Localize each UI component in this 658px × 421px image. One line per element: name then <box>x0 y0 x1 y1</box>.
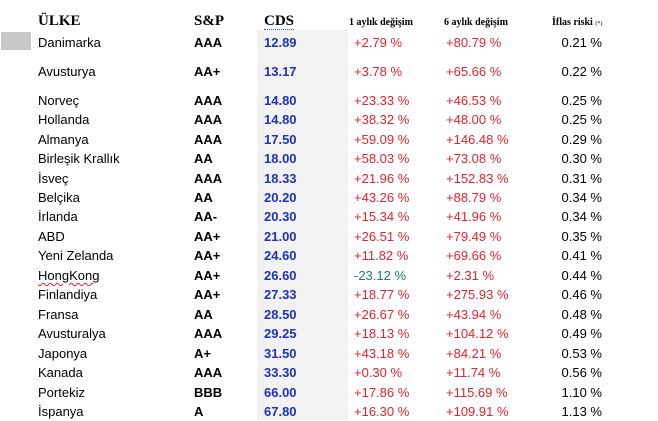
risk-cell: 0.31 % <box>561 171 602 186</box>
country-cell: Almanya <box>38 132 89 147</box>
cds-cell: 20.20 <box>264 190 297 205</box>
cds-cell: 67.80 <box>264 404 297 419</box>
change-1m-cell: +43.26 % <box>354 190 410 205</box>
cds-cell: 18.33 <box>264 171 297 186</box>
country-cell: Norveç <box>38 93 80 108</box>
change-6m-cell: +152.83 % <box>446 171 509 186</box>
cds-cell: 14.80 <box>264 112 297 127</box>
risk-cell: 1.13 % <box>561 404 602 419</box>
risk-cell: 0.48 % <box>561 307 602 322</box>
table-row <box>0 324 658 343</box>
country-cell: İspanya <box>38 404 84 419</box>
rating-cell: AA- <box>194 209 218 224</box>
change-6m-cell: +84.21 % <box>446 346 502 361</box>
cds-cell: 66.00 <box>264 385 297 400</box>
country-cell: HongKong <box>38 268 100 283</box>
change-1m-cell: +59.09 % <box>354 132 410 147</box>
country-cell: Finlandiya <box>38 287 98 302</box>
cds-cell: 31.50 <box>264 346 297 361</box>
table-row <box>0 305 658 324</box>
risk-cell: 0.34 % <box>561 209 602 224</box>
change-6m-cell: +43.94 % <box>446 307 502 322</box>
risk-cell: 0.21 % <box>561 35 602 50</box>
table-row <box>0 130 658 149</box>
change-1m-cell: +16.30 % <box>354 404 410 419</box>
rating-cell: AAA <box>194 93 223 108</box>
table-row <box>0 149 658 168</box>
country-cell: Portekiz <box>38 385 85 400</box>
header-risk-label: İflas riski <box>552 17 593 28</box>
rating-cell: AA+ <box>194 248 221 263</box>
change-1m-cell: +38.32 % <box>354 112 410 127</box>
table-row <box>0 33 658 52</box>
change-1m-cell: +0.30 % <box>354 365 403 380</box>
rating-cell: AAA <box>194 112 223 127</box>
change-1m-cell: +15.34 % <box>354 209 410 224</box>
change-1m-cell: -23.12 % <box>354 268 407 283</box>
country-cell: Japonya <box>38 346 88 361</box>
change-1m-cell: +18.13 % <box>354 326 410 341</box>
rating-cell: BBB <box>194 385 223 400</box>
country-cell: İrlanda <box>38 209 78 224</box>
change-6m-cell: +275.93 % <box>446 287 509 302</box>
rating-cell: AA+ <box>194 64 221 79</box>
risk-cell: 0.22 % <box>561 64 602 79</box>
change-6m-cell: +48.00 % <box>446 112 502 127</box>
header-cds <box>264 13 294 30</box>
risk-cell: 0.41 % <box>561 248 602 263</box>
table-row <box>0 207 658 226</box>
table-row <box>0 110 658 129</box>
table-row <box>0 402 658 421</box>
rating-cell: AA+ <box>194 268 221 283</box>
change-6m-cell: +104.12 % <box>446 326 509 341</box>
change-1m-cell: +58.03 % <box>354 151 410 166</box>
header-change-6m: 6 aylık değişim <box>444 17 508 28</box>
rating-cell: A+ <box>194 346 211 361</box>
cds-cell: 13.17 <box>264 64 297 79</box>
table-row <box>0 91 658 110</box>
change-1m-cell: +23.33 % <box>354 93 410 108</box>
change-1m-cell: +21.96 % <box>354 171 410 186</box>
change-6m-cell: +73.08 % <box>446 151 502 166</box>
cds-cell: 17.50 <box>264 132 297 147</box>
change-6m-cell: +109.91 % <box>446 404 509 419</box>
rating-cell: AA <box>194 307 213 322</box>
risk-cell: 0.56 % <box>561 365 602 380</box>
change-1m-cell: +26.51 % <box>354 229 410 244</box>
cds-cell: 21.00 <box>264 229 297 244</box>
country-cell: Fransa <box>38 307 79 322</box>
change-6m-cell: +65.66 % <box>446 64 502 79</box>
country-cell: Danimarka <box>38 35 101 50</box>
cds-cell: 12.89 <box>264 35 297 50</box>
cds-cell: 26.60 <box>264 268 297 283</box>
change-1m-cell: +26.67 % <box>354 307 410 322</box>
country-cell: Birleşik Krallık <box>38 151 120 166</box>
risk-cell: 0.34 % <box>561 190 602 205</box>
table-row <box>0 383 658 402</box>
country-cell: Belçika <box>38 190 80 205</box>
country-cell: Avusturalya <box>38 326 106 341</box>
cds-cell: 14.80 <box>264 93 297 108</box>
risk-cell: 0.30 % <box>561 151 602 166</box>
rating-cell: AAA <box>194 365 223 380</box>
risk-cell: 0.53 % <box>561 346 602 361</box>
header-cds-label: CDS <box>264 13 295 29</box>
header-rating: S&P <box>194 13 224 29</box>
header-change-1m: 1 aylık değişim <box>349 17 413 28</box>
table-row <box>0 363 658 382</box>
change-6m-cell: +88.79 % <box>446 190 502 205</box>
table-row <box>0 188 658 207</box>
change-1m-cell: +43.18 % <box>354 346 410 361</box>
table-row <box>0 227 658 246</box>
rating-cell: AA <box>194 151 213 166</box>
country-cell: Avusturya <box>38 64 96 79</box>
change-6m-cell: +11.74 % <box>446 365 501 380</box>
rating-cell: AA+ <box>194 229 221 244</box>
header-risk-note: (*) <box>595 21 603 27</box>
change-1m-cell: +17.86 % <box>354 385 410 400</box>
risk-cell: 0.46 % <box>561 287 602 302</box>
risk-cell: 1.10 % <box>561 385 602 400</box>
table-row <box>0 169 658 188</box>
change-6m-cell: +41.96 % <box>446 209 502 224</box>
risk-cell: 0.25 % <box>561 112 602 127</box>
risk-cell: 0.25 % <box>561 93 602 108</box>
change-1m-cell: +18.77 % <box>354 287 410 302</box>
risk-cell: 0.29 % <box>561 132 602 147</box>
change-6m-cell: +2.31 % <box>446 268 495 283</box>
change-1m-cell: +11.82 % <box>354 248 409 263</box>
table-row <box>0 62 658 81</box>
table-row <box>0 266 658 285</box>
rating-cell: AAA <box>194 132 223 147</box>
change-6m-cell: +69.66 % <box>446 248 502 263</box>
country-cell: ABD <box>38 229 65 244</box>
change-6m-cell: +80.79 % <box>446 35 502 50</box>
country-cell: Yeni Zelanda <box>38 248 114 263</box>
table-row <box>0 246 658 265</box>
rating-cell: AAA <box>194 35 223 50</box>
country-cell: Kanada <box>38 365 83 380</box>
table-row <box>0 285 658 304</box>
cds-cell: 28.50 <box>264 307 297 322</box>
cds-cell: 29.25 <box>264 326 297 341</box>
rating-cell: AAA <box>194 326 223 341</box>
risk-cell: 0.44 % <box>561 268 602 283</box>
cds-cell: 27.33 <box>264 287 297 302</box>
cds-cell: 20.30 <box>264 209 297 224</box>
cds-cell: 33.30 <box>264 365 297 380</box>
cds-cell: 18.00 <box>264 151 297 166</box>
change-6m-cell: +115.69 % <box>446 385 508 400</box>
change-1m-cell: +3.78 % <box>354 64 403 79</box>
header-country: ÜLKE <box>38 13 81 29</box>
cds-cell: 24.60 <box>264 248 297 263</box>
country-cell: Hollanda <box>38 112 90 127</box>
change-6m-cell: +146.48 % <box>446 132 509 147</box>
country-cell: İsveç <box>38 171 69 186</box>
table-row <box>0 344 658 363</box>
change-1m-cell: +2.79 % <box>354 35 403 50</box>
rating-cell: AA <box>194 190 213 205</box>
header-risk <box>552 17 602 28</box>
rating-cell: A <box>194 404 204 419</box>
rating-cell: AA+ <box>194 287 221 302</box>
risk-cell: 0.49 % <box>561 326 602 341</box>
rating-cell: AAA <box>194 171 223 186</box>
change-6m-cell: +46.53 % <box>446 93 502 108</box>
risk-cell: 0.35 % <box>561 229 602 244</box>
change-6m-cell: +79.49 % <box>446 229 502 244</box>
